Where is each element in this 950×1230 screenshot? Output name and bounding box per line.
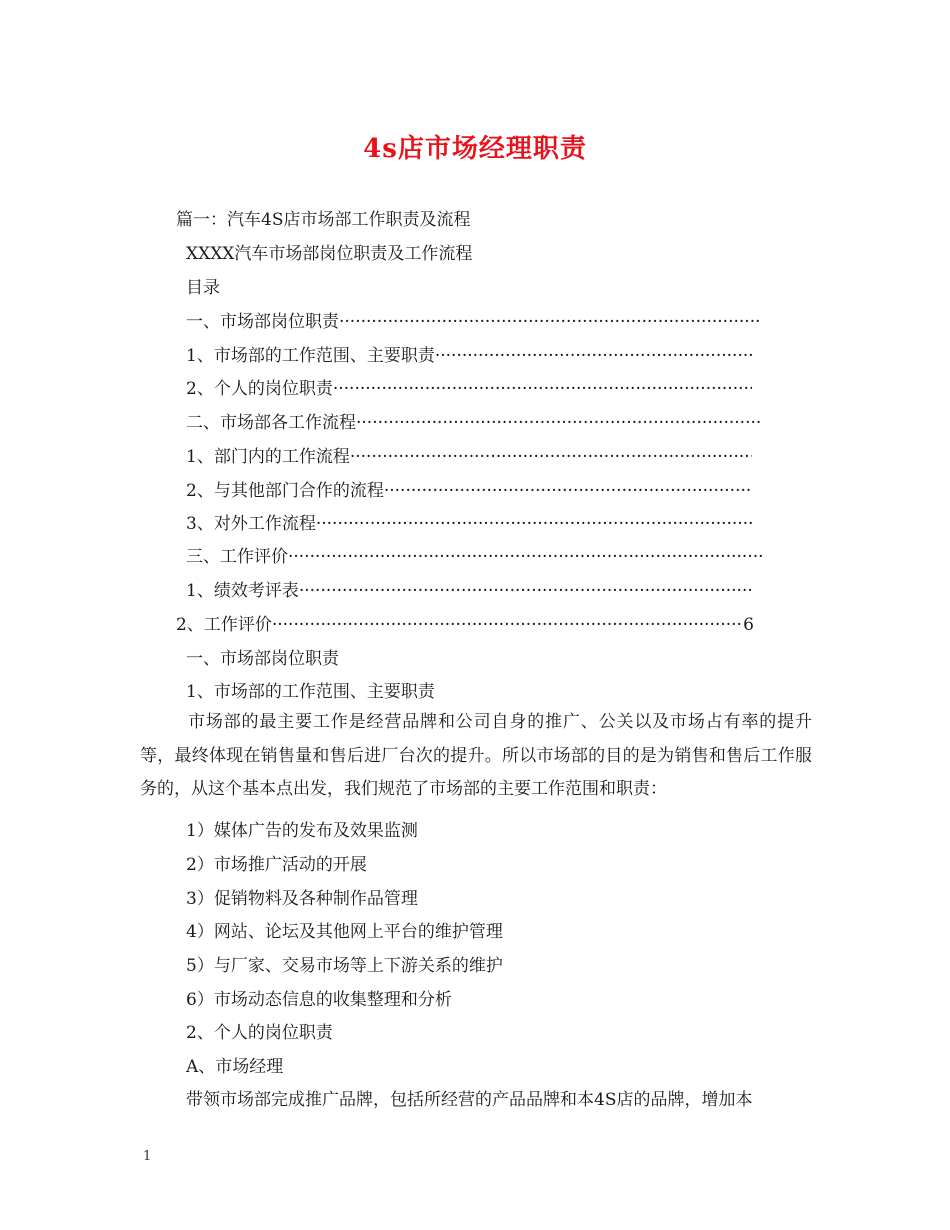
toc-entry [186,513,752,535]
toc-leader-dots [350,446,752,468]
subsection-heading: 2、个人的岗位职责 [186,1023,333,1043]
toc-leader-dots [316,513,752,535]
toc-leader-dots [356,412,762,434]
toc-entry-label: 二、市场部各工作流程 [186,413,356,433]
toc-leader-dots [333,378,752,400]
subsection-heading: 1、市场部的工作范围、主要职责 [186,682,435,702]
toc-entry-label: 1、绩效考评表 [186,581,299,601]
role-heading: A、市场经理 [186,1057,284,1077]
toc-leader-dots [384,480,752,502]
list-item: 4）网站、论坛及其他网上平台的维护管理 [186,922,503,942]
toc-leader-dots [299,580,752,602]
toc-entry-label: 一、市场部岗位职责 [186,312,339,332]
document-title: 4s店市场经理职责 [363,134,587,164]
toc-entry [186,546,762,568]
toc-label: 目录 [186,278,220,298]
toc-entry-label: 1、市场部的工作范围、主要职责 [186,346,435,366]
toc-entry-label: 三、工作评价 [186,547,288,567]
list-item: 6）市场动态信息的收集整理和分析 [186,990,452,1010]
toc-entry [186,378,752,400]
toc-entry-label: 2、工作评价 [176,615,272,635]
body-paragraph: 带领市场部完成推广品牌，包括所经营的产品品牌和本4S店的品牌，增加本 [186,1090,753,1110]
toc-entry [186,580,752,602]
heading-subtitle: XXXX汽车市场部岗位职责及工作流程 [186,244,473,264]
list-item: 5）与厂家、交易市场等上下游关系的维护 [186,956,503,976]
toc-entry-label: 2、与其他部门合作的流程 [186,481,384,501]
toc-entry [186,446,752,468]
toc-leader-dots [435,345,752,367]
toc-entry [186,412,762,434]
toc-leader-dots [272,614,743,636]
toc-entry-page: 6 [743,615,754,635]
list-item: 1）媒体广告的发布及效果监测 [186,821,418,841]
toc-entry [186,480,752,502]
page-number: 1 [143,1149,152,1164]
body-paragraph: 市场部的最主要工作是经营品牌和公司自身的推广、公关以及市场占有率的提升等，最终体现在销售量和售后进厂台次的提升。所以市场部的目的是为销售和售后工作服务的，从这个基本点出发，我们规范了市场部的主要工作范围和职责： [140,712,812,799]
toc-leader-dots [288,546,762,568]
heading-part-one: 篇一：汽车4S店市场部工作职责及流程 [176,210,471,230]
toc-entry-label: 2、个人的岗位职责 [186,379,333,399]
toc-leader-dots [339,311,762,333]
toc-entry [186,345,752,367]
toc-entry-label: 1、部门内的工作流程 [186,447,350,467]
toc-entry-label: 3、对外工作流程 [186,514,316,534]
list-item: 3）促销物料及各种制作品管理 [186,889,418,909]
list-item: 2）市场推广活动的开展 [186,855,367,875]
section-heading: 一、市场部岗位职责 [186,649,339,669]
toc-entry [176,614,754,636]
toc-entry [186,311,762,333]
